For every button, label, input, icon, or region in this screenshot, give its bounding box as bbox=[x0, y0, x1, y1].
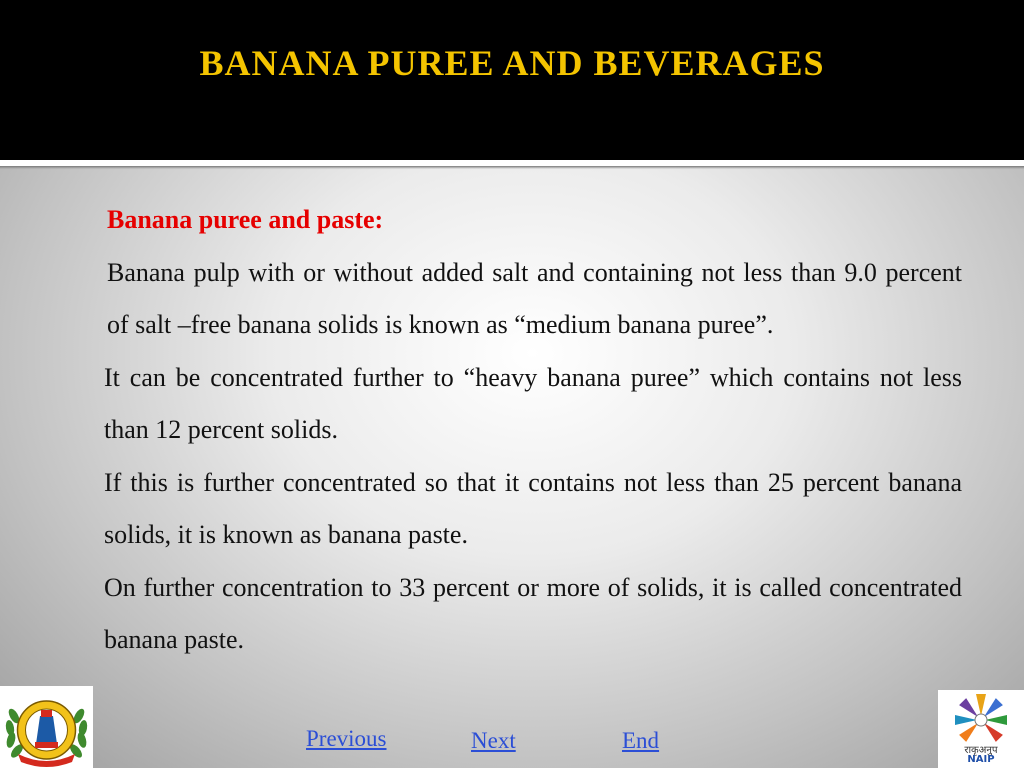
university-emblem-logo bbox=[0, 686, 93, 768]
previous-link[interactable]: Previous bbox=[306, 726, 387, 751]
paragraph-banana-paste: If this is further concentrated so that it contains not less than 25 percent banana solids, it is known as banana paste. bbox=[104, 467, 962, 549]
paragraph-concentrated-paste: On further concentration to 33 percent or more of solids, it is called concentrated banana paste. bbox=[104, 572, 962, 654]
paragraph-medium-puree: Banana pulp with or without added salt and containing not less than 9.0 percent of salt –free banana solids is known as “medium banana puree”. bbox=[107, 257, 962, 339]
end-link[interactable]: End bbox=[622, 728, 660, 753]
naip-hindi-text: राकृअनुप bbox=[964, 745, 998, 756]
next-link[interactable]: Next bbox=[471, 728, 516, 753]
content-area bbox=[104, 194, 962, 667]
naip-text: NAIP bbox=[967, 754, 995, 765]
naip-logo bbox=[938, 690, 1024, 768]
emblem-icon bbox=[0, 686, 93, 768]
title-bar bbox=[0, 0, 1024, 160]
slide-title: BANANA PUREE AND BEVERAGES bbox=[199, 43, 825, 83]
title-divider-shadow bbox=[0, 166, 1024, 169]
section-heading: Banana puree and paste: bbox=[107, 205, 384, 234]
naip-star-icon bbox=[938, 690, 1024, 742]
paragraph-heavy-puree: It can be concentrated further to “heavy banana puree” which contains not less than 12 percent solids. bbox=[104, 362, 962, 444]
